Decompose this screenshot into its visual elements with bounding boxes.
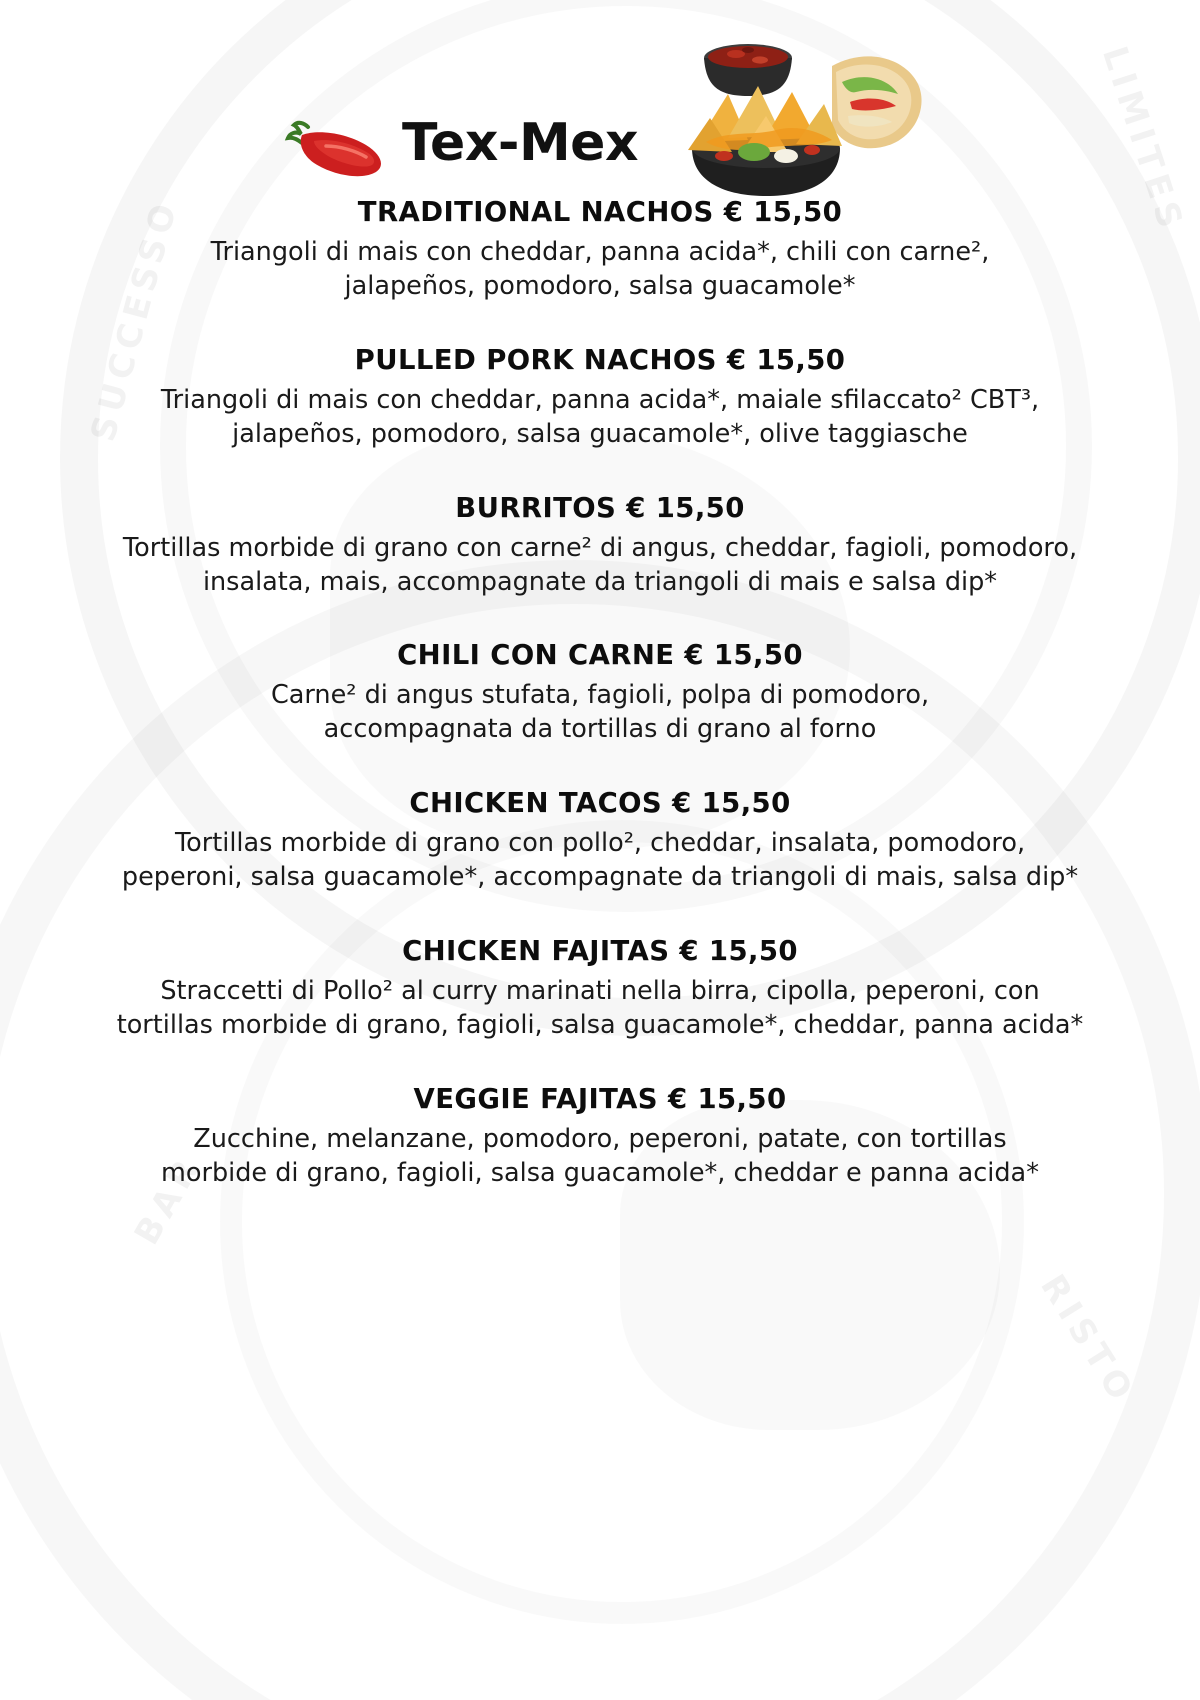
page-title: Tex-Mex xyxy=(401,113,638,173)
menu-item-description-line: tortillas morbide di grano, fagioli, salsa guacamole*, cheddar, panna acida* xyxy=(116,1009,1084,1040)
menu-item-title: CHICKEN FAJITAS € 15,50 xyxy=(402,935,798,968)
menu-item-description-line: jalapeños, pomodoro, salsa guacamole* xyxy=(344,270,856,301)
menu-item-description-line: Carne² di angus stufata, fagioli, polpa di pomodoro, xyxy=(270,680,930,711)
menu-item-title: TRADITIONAL NACHOS € 15,50 xyxy=(357,196,843,228)
menu-item-description xyxy=(60,679,1140,747)
menu-item xyxy=(60,935,1140,1043)
menu-item-description-line: insalata, mais, accompagnate da triangoli di mais e salsa dip* xyxy=(202,566,998,597)
menu-item xyxy=(60,492,1140,600)
menu-item-description-line: Tortillas morbide di grano con pollo², cheddar, insalata, pomodoro, xyxy=(174,828,1026,859)
menu-item xyxy=(60,1083,1140,1191)
watermark-text: RISTO xyxy=(1031,1267,1143,1413)
menu-item xyxy=(60,344,1140,452)
menu-item-description xyxy=(60,975,1140,1043)
menu-item-title: BURRITOS € 15,50 xyxy=(455,491,745,524)
menu-item-description xyxy=(60,236,1140,304)
menu-item-description-line: Triangoli di mais con cheddar, panna acida*, maiale sfilaccato² CBT³, xyxy=(160,384,1040,415)
menu-item-description-line: Straccetti di Pollo² al curry marinati nella birra, cipolla, peperoni, con xyxy=(160,976,1040,1007)
menu-item xyxy=(60,196,1140,304)
menu-item-description-line: Triangoli di mais con cheddar, panna acida*, chili con carne², xyxy=(210,237,990,267)
food-photo xyxy=(636,30,926,205)
menu-item-description-line: peperoni, salsa guacamole*, accompagnate da triangoli di mais, salsa dip* xyxy=(121,862,1079,893)
menu-item-title: CHILI CON CARNE € 15,50 xyxy=(397,639,803,672)
menu-item-title: CHICKEN TACOS € 15,50 xyxy=(409,787,791,820)
watermark-text: SUCCESSO xyxy=(83,194,187,446)
menu-item-description-line: jalapeños, pomodoro, salsa guacamole*, olive taggiasche xyxy=(232,418,968,449)
menu-item-description xyxy=(60,384,1140,452)
menu-item-description-line: Tortillas morbide di grano con carne² di angus, cheddar, fagioli, pomodoro, xyxy=(122,532,1078,563)
menu-item-description xyxy=(60,1123,1140,1191)
menu-item-description xyxy=(60,827,1140,895)
menu-item-title: VEGGIE FAJITAS € 15,50 xyxy=(413,1082,787,1115)
menu-item-description-line: accompagnata da tortillas di grano al forno xyxy=(323,714,877,745)
menu-item-description-line: Zucchine, melanzane, pomodoro, peperoni, patate, con tortillas xyxy=(193,1123,1007,1154)
red-chili-pepper-icon xyxy=(274,105,394,185)
menu-item xyxy=(60,639,1140,747)
menu-item xyxy=(60,787,1140,895)
menu-list xyxy=(60,196,1140,1191)
menu-item-description xyxy=(60,532,1140,600)
section-header xyxy=(60,0,1140,173)
menu-item-description-line: morbide di grano, fagioli, salsa guacamole*, cheddar e panna acida* xyxy=(161,1157,1039,1188)
watermark-text: BAR xyxy=(126,1148,210,1252)
menu-item-title: PULLED PORK NACHOS € 15,50 xyxy=(354,343,846,376)
watermark-text: LIMITES xyxy=(1094,41,1193,239)
